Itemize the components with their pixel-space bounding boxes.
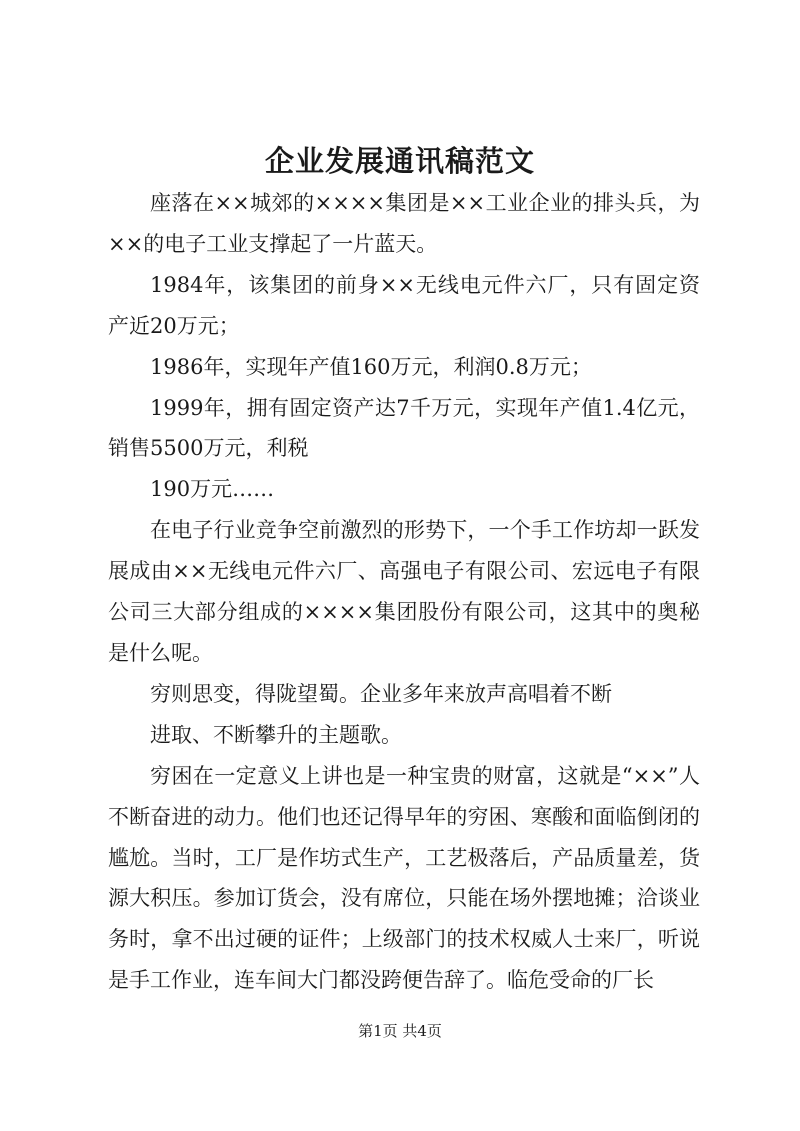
paragraph: 穷则思变，得陇望蜀。企业多年来放声高唱着不断: [150, 681, 612, 706]
paragraph: 1986年，实现年产值160万元，利润0.8万元；: [150, 354, 592, 379]
page-number-footer: 第1页 共4页: [358, 1022, 442, 1040]
paragraph: 座落在××城郊的××××集团是××工业企业的排头兵，为××的电子工业支撑起了一片蓝天。: [108, 191, 700, 256]
paragraph: 190万元……: [150, 477, 275, 502]
paragraph: 1984年，该集团的前身××无线电元件六厂，只有固定资产近20万元；: [108, 272, 700, 338]
document-body: [108, 183, 700, 1001]
paragraph: 穷困在一定意义上讲也是一种宝贵的财富，这就是“××”人不断奋进的动力。他们也还记得早年的穷困、寒酸和面临倒闭的尴尬。当时，工厂是作坊式生产，工艺极落后，产品质量差，货源大积压。参加订货会，没有席位，只能在场外摆地摊；洽谈业务时，拿不出过硬的证件；上级部门的技术权威人士来厂，听说是手工作业，连车间大门都没跨便告辞了。临危受命的厂长: [108, 763, 700, 993]
paragraph: 1999年，拥有固定资产达7千万元，实现年产值1.4亿元，销售5500万元，利税: [108, 395, 700, 461]
paragraph: 进取、不断攀升的主题歌。: [150, 722, 402, 747]
paragraph: 在电子行业竞争空前激烈的形势下，一个手工作坊却一跃发展成由××无线电元件六厂、高强电子有限公司、宏远电子有限公司三大部分组成的××××集团股份有限公司，这其中的奥秘是什么呢。: [108, 518, 700, 665]
document-title: 企业发展通讯稿范文: [264, 144, 535, 178]
